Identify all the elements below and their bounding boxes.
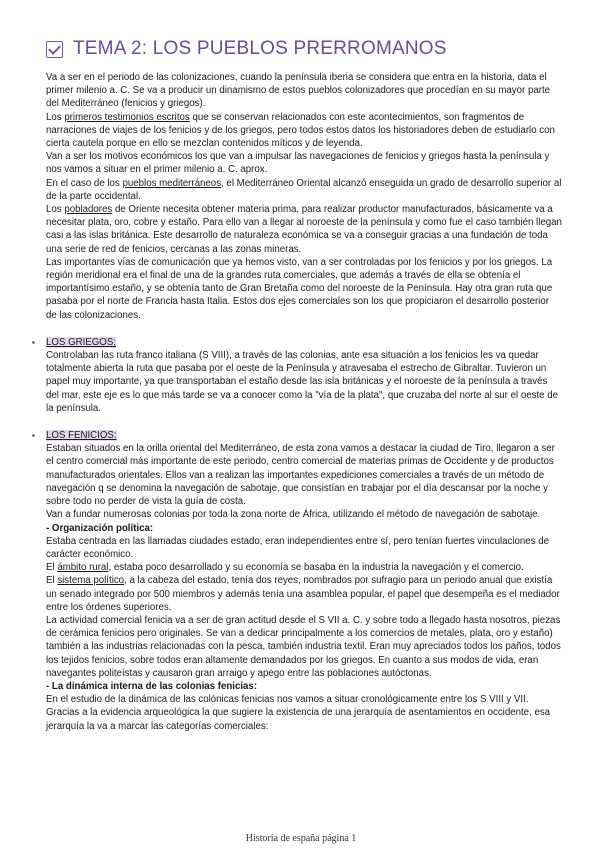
text: , estaba poco desarrollado y su economía se basaba en la industria la navegación y el comercio. [108, 562, 524, 574]
text: El [46, 575, 58, 587]
paragraph: En el estudio de la dinámica de las colónicas fenicias nos vamos a situar cronológicamente entre los S VIII y VII. Gracias a la evidencia arqueológica la que sugiere la existencia de una jerarquía de asentamientos en occidente, esa jerarquía la va a marcar las categorías comerciales: [46, 694, 551, 732]
text: que se conservan relacionados con este acontecimientos, son fragmentos de narraciones de viajes de los fenicios y de los griegos, pero todos estos datos los historiadores deben de estudiarlo con cierta cautela porque en ello se mezclan contenidos míticos y de leyenda. [46, 111, 555, 150]
paragraph [46, 561, 562, 574]
underlined-term: sistema político [57, 575, 125, 587]
text: El [46, 562, 58, 574]
paragraph [46, 177, 562, 203]
page-footer: Historia de españa página 1 [245, 833, 357, 844]
paragraph [46, 71, 562, 111]
section-heading-griegos [46, 336, 562, 349]
text: de Oriente necesita obtener materia prima, para realizar productor manufacturados, básicamente va a necesitar plata, oro, cobre y estaño. Para ello van a llegar al noroeste de la península y como fue el caso también llegan casi a las islas británica. Este desarrollo de naturaleza económica se va a conseguir gracias a una fundación de toda una serie de red de fenicios, cercanas a las zonas mineras. [46, 204, 562, 255]
heading-text: LOS GRIEGOS: [46, 336, 116, 348]
subheading: - Organización política: [46, 522, 154, 534]
text: Van a ser los motivos económicos los que van a impulsar las navegaciones de fenicios y griegos hasta la península y nos vamos a situar en el primer milenio a. C. aprox. [46, 151, 550, 176]
paragraph: Van a fundar numerosas colonias por toda la zona norte de África, utilizando el método de navegación de sabotaje. [46, 509, 541, 521]
paragraph [46, 574, 562, 614]
page-title: TEMA 2: LOS PUEBLOS PRERROMANOS [73, 38, 447, 59]
underlined-term: ámbito rural [57, 562, 109, 574]
paragraph: Controlaban las ruta franco italiana (S VIII), a través de las colonias, ante esa situación a los fenicios les va quedar totalmente abierta la ruta que pasaba por el oeste de la Península y atravesaba el estrecho de Gibraltar. Tuvieron un papel muy importante, ya que transportaban el estaño desde las isla británicas y el noroeste de la península a través del mar, este eje es lo que más tarde se va a conocer como la "vía de la plata", que cruzaba del norte al sur el oeste de la península. [46, 350, 558, 414]
subheading: - La dinámica interna de las colonias fenicias: [46, 680, 258, 692]
text: , el Mediterráneo Oriental alcanzó enseguida un grado de desarrollo superior al de la parte occidental. [46, 177, 562, 202]
text: Los [46, 111, 65, 123]
section-heading-fenicios [46, 429, 562, 442]
title-row [46, 38, 447, 60]
document-body [46, 71, 562, 733]
text: Las importantes vías de comunicación que ya hemos visto, van a ser controladas por los fenicios y por los griegos. La región meridional era el final de una de la grandes ruta comerciales, que además a través de ella se obtenía el importantísimo estaño, y se obtenía tanto de Gran Bretaña como del noroeste de la Península. Hay otra gran ruta que pasaba por el norte de Francia hasta Italia. Estos dos ejes comerciales son los que propiciaron el desarrollo posterior de las colonizaciones. [46, 256, 553, 321]
text: Va a ser en el periodo de las colonizaciones, cuando la península iberia se considera que entra en la historia, data el primer milenio a. C. Se va a producir un dinamismo de estos pueblos colonizadores que procedían en su mayor parte del Mediterráneo (fenicios y griegos). [46, 72, 551, 110]
text: , a la cabeza del estado, tenía dos reyes, nombrados por sufragio para un periodo anual que existía un senado integrado por 500 miembros y además tenía una asamblea popular, el papel que desempeña es el mediador entre los órdenes superiores. [46, 575, 560, 613]
underlined-term: pueblos mediterráneos [122, 177, 222, 189]
underlined-term: primeros testimonios escritos [64, 111, 190, 123]
paragraph [46, 256, 562, 322]
heading-text: LOS FENICIOS: [46, 430, 117, 442]
text: Los [46, 204, 65, 216]
paragraph [46, 111, 562, 151]
paragraph: Estaba centrada en las llamadas ciudades estado, eran independientes entre sí, pero tenían fuertes vinculaciones de carácter económico. [46, 535, 550, 560]
text: En el caso de los [46, 177, 123, 189]
paragraph: La actividad comercial fenicia va a ser de gran actitud desde el S VII a. C. y sobre todo a llegado hasta nosotros, piezas de cerámica fenicios pero originales. Se van a dedicar principalmente a los comercios de metales, plata, oro y estaño) también a las industrias relacionadas con la pesca, también industria textil. Eran muy apreciados todos los paños, todos los tejidos fenicios, sobre todos eran altamente demandados por los griegos. En cuanto a sus modos de vida, eran navegantes politeístas y causaron gran arraigo y apego entre las poblaciones autóctonas. [46, 614, 561, 679]
checkbox-icon [46, 41, 63, 58]
paragraph [46, 150, 562, 176]
paragraph: Estaban situados en la orilla oriental del Mediterráneo, de esta zona vamos a destacar la ciudad de Tiro, llegaron a ser el centro comercial más importante de este periodo, centro comercial de materias primas de Occidente y de productos manufacturados orientales. Ellos van a realizan las importantes expediciones comerciales a través de un método de navegación q se denomina la navegación de sabotaje, que consistían en trabajar por el día descansar por la noche y sobre todo no perder de vista la guía de costa. [46, 443, 555, 508]
underlined-term: pobladores [64, 204, 113, 216]
paragraph [46, 203, 562, 256]
